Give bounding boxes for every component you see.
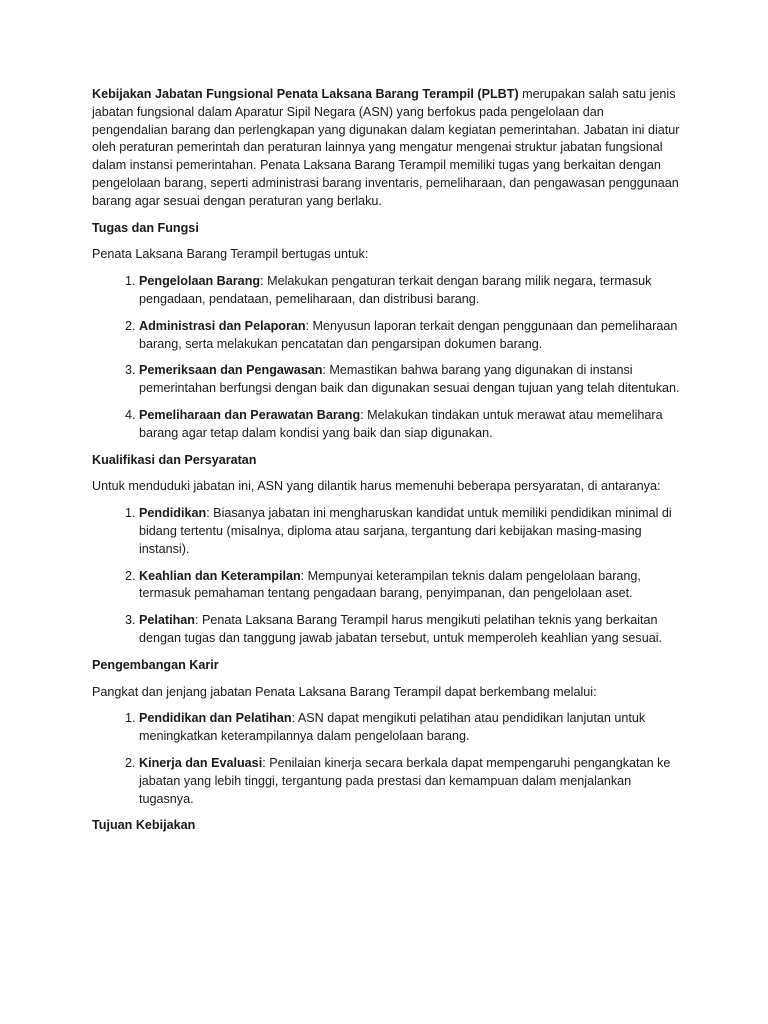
list-item [139, 318, 682, 354]
list-item-desc: : Penilaian kinerja secara berkala dapat mempengaruhi pengangkatan ke jabatan yang lebih tinggi, tergantung pada prestasi dan kemampuan dalam menjalankan tugasnya. [139, 755, 671, 806]
list-item-desc: : ASN dapat mengikuti pelatihan atau pendidikan lanjutan untuk meningkatkan keterampilannya dalam pengelolaan barang. [139, 711, 646, 744]
section-lead-tugas: Penata Laksana Barang Terampil bertugas untuk: [92, 247, 369, 262]
list-kualifikasi [92, 505, 682, 648]
list-item [139, 710, 682, 746]
section-lead-kualifikasi: Untuk menduduki jabatan ini, ASN yang dilantik harus memenuhi beberapa persyaratan, di antaranya: [92, 479, 661, 494]
list-item-term: Kinerja dan Evaluasi [139, 755, 263, 770]
list-item-term: Pemeliharaan dan Perawatan Barang [139, 407, 361, 422]
list-item-desc: : Menyusun laporan terkait dengan penggunaan dan pemeliharaan barang, serta melakukan pencatatan dan pengarsipan dokumen barang. [139, 318, 678, 351]
list-item-desc: : Melakukan pengaturan terkait dengan barang milik negara, termasuk pengadaan, pendataan, pemeliharaan, dan distribusi barang. [139, 274, 652, 306]
list-item-term: Administrasi dan Pelaporan [139, 318, 306, 333]
section-heading-karir: Pengembangan Karir [92, 657, 219, 672]
section-heading-tujuan: Tujuan Kebijakan [92, 818, 196, 833]
list-item-term: Pendidikan [139, 506, 207, 521]
list-karir [92, 710, 682, 808]
section-heading-tugas: Tugas dan Fungsi [92, 220, 199, 235]
intro-text: merupakan salah satu jenis jabatan fungsional dalam Aparatur Sipil Negara (ASN) yang berfokus pada pengelolaan dan pengendalian barang dan perlengkapan yang digunakan dalam kegiatan pemerintahan. Jabatan ini diatur oleh peraturan pemerintah dan peraturan lainnya yang mengatur mengenai struktur jabatan fungsional dalam instansi pemerintahan. Penata Laksana Barang Terampil memiliki tugas yang berkaitan dengan pengelolaan barang, seperti administrasi barang inventaris, pemeliharaan, dan pengawasan penggunaan barang agar sesuai dengan peraturan yang berlaku. [92, 87, 680, 208]
intro-paragraph [92, 86, 682, 211]
list-item [139, 505, 682, 558]
list-item-term: Pengelolaan Barang [139, 274, 261, 289]
list-item [139, 407, 682, 443]
list-item-desc: : Melakukan tindakan untuk merawat atau memelihara barang agar tetap dalam kondisi yang baik dan siap digunakan. [139, 407, 663, 440]
list-tugas [92, 273, 682, 442]
list-item-desc: : Mempunyai keterampilan teknis dalam pengelolaan barang, termasuk pemahaman tentang pengadaan barang, penyimpanan, dan pengelolaan aset. [139, 568, 641, 601]
list-item [139, 568, 682, 604]
list-item-term: Pemeriksaan dan Pengawasan [139, 363, 323, 378]
list-item-desc: : Biasanya jabatan ini mengharuskan kandidat untuk memiliki pendidikan minimal di bidang tertentu (misalnya, diploma atau sarjana, tergantung dari kebijakan masing-masing instansi). [139, 506, 672, 556]
list-item [139, 755, 682, 808]
list-item-term: Pendidikan dan Pelatihan [139, 711, 292, 726]
list-item-term: Keahlian dan Keterampilan [139, 568, 301, 583]
document-page [92, 86, 682, 844]
section-heading-kualifikasi: Kualifikasi dan Persyaratan [92, 452, 257, 467]
list-item-desc: : Penata Laksana Barang Terampil harus mengikuti pelatihan teknis yang berkaitan dengan tugas dan tanggung jawab jabatan tersebut, untuk memperoleh keahlian yang sesuai. [139, 613, 663, 645]
intro-bold-title: Kebijakan Jabatan Fungsional Penata Laksana Barang Terampil (PLBT) [92, 87, 519, 101]
list-item [139, 612, 682, 648]
list-item [139, 273, 682, 309]
list-item [139, 362, 682, 398]
list-item-desc: : Memastikan bahwa barang yang digunakan di instansi pemerintahan berfungsi dengan baik dan digunakan sesuai dengan tujuan yang telah ditentukan. [139, 363, 680, 396]
section-lead-karir: Pangkat dan jenjang jabatan Penata Laksana Barang Terampil dapat berkembang melalui: [92, 684, 597, 699]
list-item-term: Pelatihan [139, 613, 195, 628]
